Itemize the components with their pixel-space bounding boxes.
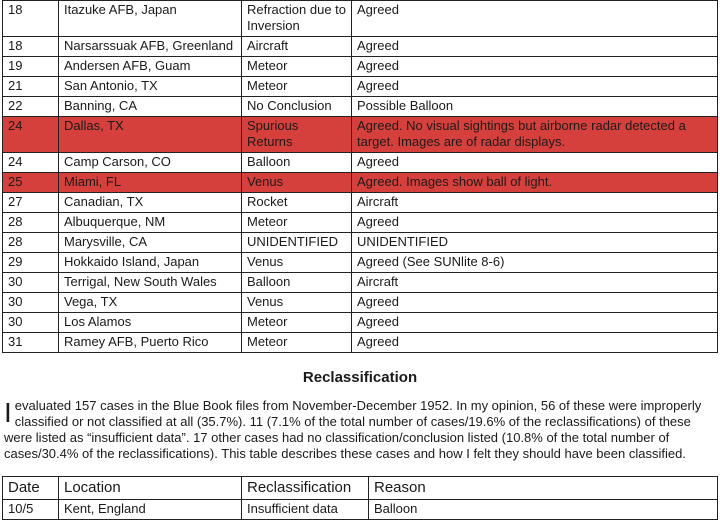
cell-classification: Balloon bbox=[242, 153, 352, 173]
cell-day: 30 bbox=[3, 293, 59, 313]
cell-assessment: Agreed (See SUNlite 8-6) bbox=[352, 253, 718, 273]
cell-location: Los Alamos bbox=[59, 313, 242, 333]
cell-assessment: Aircraft bbox=[352, 273, 718, 293]
table-row bbox=[3, 57, 718, 77]
cell-location: Vega, TX bbox=[59, 293, 242, 313]
cell-assessment: Possible Balloon bbox=[352, 97, 718, 117]
cell-assessment: Agreed bbox=[352, 1, 718, 37]
cell-day: 22 bbox=[3, 97, 59, 117]
cell-classification: Refraction due to Inversion bbox=[242, 1, 352, 37]
cell-location: Canadian, TX bbox=[59, 193, 242, 213]
cell-day: 21 bbox=[3, 77, 59, 97]
cell-reclassification: Insufficient data bbox=[242, 500, 369, 520]
table-row bbox=[3, 233, 718, 253]
reclassification-header-row bbox=[3, 477, 718, 500]
table-row bbox=[3, 253, 718, 273]
cell-day: 18 bbox=[3, 1, 59, 37]
cell-assessment: Agreed bbox=[352, 153, 718, 173]
cell-classification: Spurious Returns bbox=[242, 117, 352, 153]
cell-assessment: UNIDENTIFIED bbox=[352, 233, 718, 253]
cell-classification: Meteor bbox=[242, 77, 352, 97]
cell-assessment: Agreed. Images show ball of light. bbox=[352, 173, 718, 193]
cell-reason: Balloon bbox=[369, 500, 718, 520]
table-row bbox=[3, 293, 718, 313]
cell-classification: Meteor bbox=[242, 333, 352, 353]
cell-classification: Aircraft bbox=[242, 37, 352, 57]
table-row bbox=[3, 97, 718, 117]
cell-assessment: Agreed bbox=[352, 77, 718, 97]
sightings-table-body bbox=[3, 1, 718, 353]
table-row bbox=[3, 193, 718, 213]
cell-location: Miami, FL bbox=[59, 173, 242, 193]
paragraph-text: evaluated 157 cases in the Blue Book files from November-December 1952. In my opinion, 56 of these were improperly classified or not classified at all (35.7%). 11 (7.1% of the total number of cases/19.6% of the reclassifications) of these were listed as “insufficient data”. 17 other cases had no classification/conclusion listed (10.8% of the total number of cases/30.4% of the reclassifications). This table describes these cases and how I felt they should have been classified. bbox=[4, 398, 702, 461]
intro-paragraph bbox=[4, 398, 718, 462]
cell-assessment: Agreed bbox=[352, 57, 718, 77]
sightings-table bbox=[2, 0, 718, 353]
cell-day: 18 bbox=[3, 37, 59, 57]
cell-location: Banning, CA bbox=[59, 97, 242, 117]
cell-classification: Meteor bbox=[242, 57, 352, 77]
cell-location: Marysville, CA bbox=[59, 233, 242, 253]
cell-assessment: Agreed bbox=[352, 213, 718, 233]
cell-assessment: Agreed. No visual sightings but airborne radar detected a target. Images are of radar displays. bbox=[352, 117, 718, 153]
cell-day: 24 bbox=[3, 153, 59, 173]
cell-classification: Venus bbox=[242, 253, 352, 273]
cell-day: 24 bbox=[3, 117, 59, 153]
cell-day: 25 bbox=[3, 173, 59, 193]
table-row bbox=[3, 173, 718, 193]
cell-location: Ramey AFB, Puerto Rico bbox=[59, 333, 242, 353]
cell-date: 10/5 bbox=[3, 500, 59, 520]
header-reclassification: Reclassification bbox=[242, 477, 369, 500]
cell-day: 31 bbox=[3, 333, 59, 353]
reclassification-table-body bbox=[3, 477, 718, 520]
cell-day: 19 bbox=[3, 57, 59, 77]
table-row bbox=[3, 273, 718, 293]
cell-location: Narsarssuak AFB, Greenland bbox=[59, 37, 242, 57]
table-row bbox=[3, 213, 718, 233]
cell-assessment: Agreed bbox=[352, 293, 718, 313]
header-date: Date bbox=[3, 477, 59, 500]
cell-assessment: Agreed bbox=[352, 313, 718, 333]
section-heading: Reclassification bbox=[302, 369, 418, 386]
cell-location: Kent, England bbox=[59, 500, 242, 520]
header-reason: Reason bbox=[369, 477, 718, 500]
cell-classification: No Conclusion bbox=[242, 97, 352, 117]
table-row bbox=[3, 77, 718, 97]
cell-day: 28 bbox=[3, 213, 59, 233]
cell-location: San Antonio, TX bbox=[59, 77, 242, 97]
cell-day: 27 bbox=[3, 193, 59, 213]
cell-classification: Venus bbox=[242, 173, 352, 193]
cell-classification: Venus bbox=[242, 293, 352, 313]
drop-cap: I bbox=[4, 397, 12, 428]
table-row bbox=[3, 500, 718, 520]
table-row bbox=[3, 153, 718, 173]
cell-day: 28 bbox=[3, 233, 59, 253]
cell-location: Itazuke AFB, Japan bbox=[59, 1, 242, 37]
cell-location: Camp Carson, CO bbox=[59, 153, 242, 173]
cell-classification: Meteor bbox=[242, 213, 352, 233]
cell-classification: Meteor bbox=[242, 313, 352, 333]
table-row bbox=[3, 333, 718, 353]
table-row bbox=[3, 117, 718, 153]
cell-location: Hokkaido Island, Japan bbox=[59, 253, 242, 273]
cell-location: Andersen AFB, Guam bbox=[59, 57, 242, 77]
cell-assessment: Agreed bbox=[352, 333, 718, 353]
cell-location: Albuquerque, NM bbox=[59, 213, 242, 233]
cell-day: 29 bbox=[3, 253, 59, 273]
cell-assessment: Agreed bbox=[352, 37, 718, 57]
table-row bbox=[3, 1, 718, 37]
header-location: Location bbox=[59, 477, 242, 500]
cell-classification: UNIDENTIFIED bbox=[242, 233, 352, 253]
cell-day: 30 bbox=[3, 273, 59, 293]
cell-assessment: Aircraft bbox=[352, 193, 718, 213]
cell-location: Dallas, TX bbox=[59, 117, 242, 153]
cell-classification: Rocket bbox=[242, 193, 352, 213]
cell-classification: Balloon bbox=[242, 273, 352, 293]
table-row bbox=[3, 37, 718, 57]
table-row bbox=[3, 313, 718, 333]
cell-day: 30 bbox=[3, 313, 59, 333]
reclassification-table bbox=[2, 476, 718, 520]
cell-location: Terrigal, New South Wales bbox=[59, 273, 242, 293]
